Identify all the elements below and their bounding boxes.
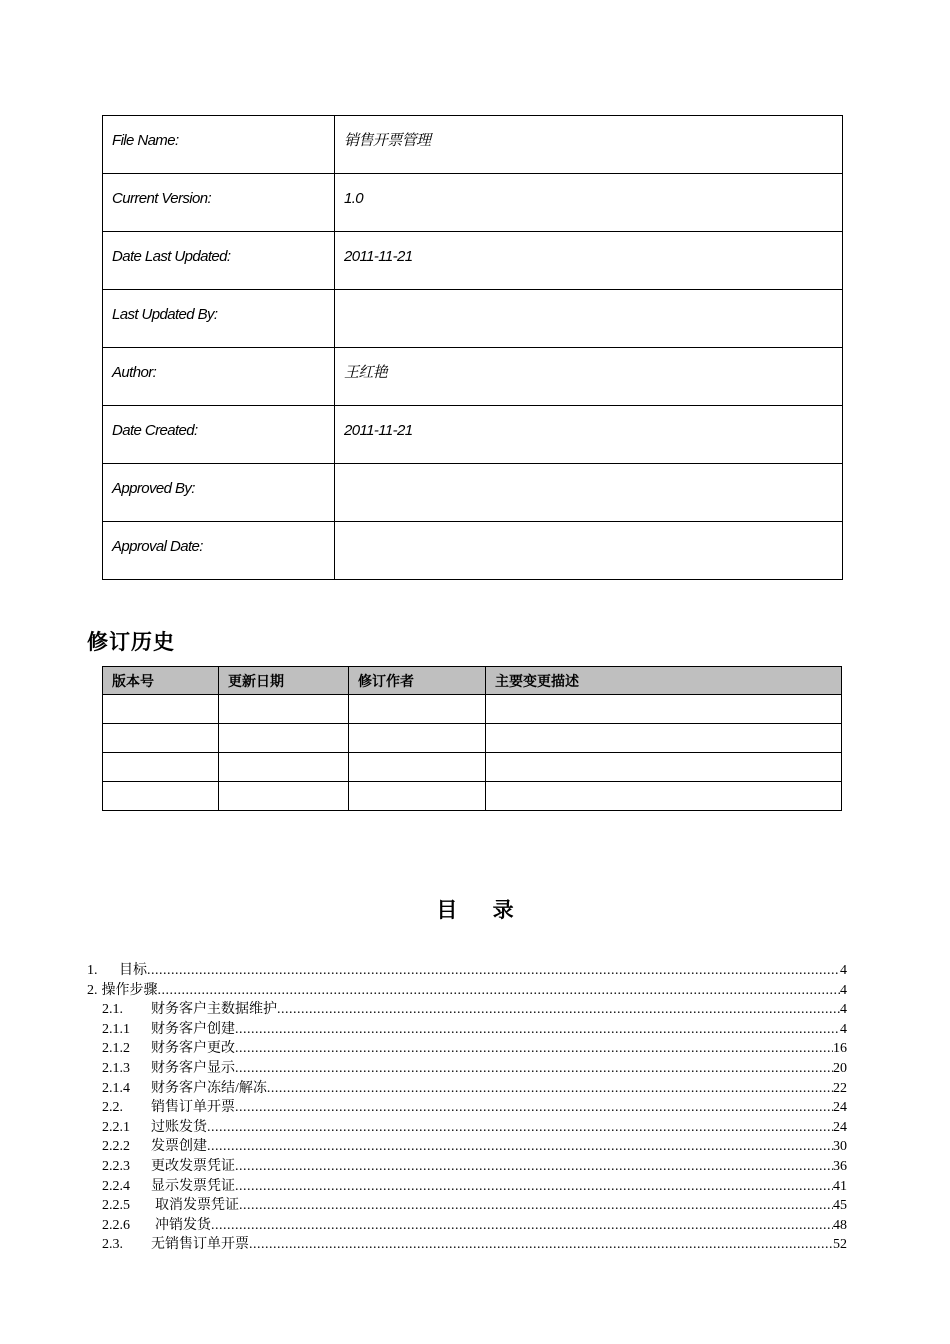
toc-entry-page: 30 <box>833 1139 847 1155</box>
toc-leader <box>235 1177 833 1197</box>
toc-leader <box>235 1098 833 1118</box>
toc-entry-number: 2.2.3 <box>102 1158 130 1174</box>
table-cell <box>486 695 842 724</box>
toc-leader <box>158 981 841 1001</box>
toc-entry[interactable] <box>87 1196 847 1216</box>
toc-entry[interactable] <box>87 1216 847 1236</box>
table-cell <box>219 782 349 811</box>
toc-entry[interactable] <box>87 1020 847 1040</box>
toc-entry[interactable] <box>87 1137 847 1157</box>
toc-entry-page: 22 <box>833 1080 847 1096</box>
toc-leader <box>277 1000 840 1020</box>
file-name-value: 销售开票管理 <box>335 116 843 174</box>
last-updated-by-label: Last Updated By: <box>103 290 335 348</box>
approval-date-value <box>335 522 843 580</box>
toc-entry-number: 1. <box>87 963 98 978</box>
toc-entry-page: 16 <box>833 1041 847 1057</box>
author-label: Author: <box>103 348 335 406</box>
toc-entry-text: 取消发票凭证 <box>155 1198 239 1214</box>
toc-entry-text: 财务客户显示 <box>151 1060 235 1076</box>
toc-entry-text: 操作步骤 <box>101 982 158 998</box>
toc-entry-page: 36 <box>833 1158 847 1174</box>
toc-leader <box>239 1196 833 1216</box>
toc-entry[interactable] <box>87 1079 847 1099</box>
toc-entry-number: 2.1.4 <box>102 1080 130 1096</box>
file-name-label: File Name: <box>103 116 335 174</box>
table-cell <box>103 695 219 724</box>
table-cell <box>103 753 219 782</box>
table-cell <box>486 782 842 811</box>
toc-leader <box>211 1216 833 1236</box>
toc-entry-page: 4 <box>840 1021 847 1037</box>
date-created-value: 2011-11-21 <box>335 406 843 464</box>
file-info-row <box>103 464 843 522</box>
toc-entry-page: 4 <box>840 963 847 978</box>
toc-entry[interactable] <box>87 1235 847 1255</box>
approved-by-value <box>335 464 843 522</box>
toc-entry-page: 45 <box>833 1198 847 1214</box>
revision-history-title: 修订历史 <box>87 630 175 654</box>
current-version-label: Current Version: <box>103 174 335 232</box>
toc-entry[interactable] <box>87 981 847 1001</box>
last-updated-by-value <box>335 290 843 348</box>
file-info-row <box>103 348 843 406</box>
toc-entry-text: 发票创建 <box>151 1139 207 1155</box>
toc-entry-page: 4 <box>840 1002 847 1018</box>
table-cell <box>349 724 486 753</box>
toc-title: 目 录 <box>436 897 528 922</box>
column-header-change-description: 主要变更描述 <box>486 667 842 695</box>
toc-leader <box>235 1157 833 1177</box>
toc-entry-number: 2.2.4 <box>102 1178 130 1194</box>
column-header-author: 修订作者 <box>349 667 486 695</box>
toc-leader <box>207 1137 833 1157</box>
revision-history-table <box>102 666 842 811</box>
table-cell <box>349 753 486 782</box>
date-last-updated-value: 2011-11-21 <box>335 232 843 290</box>
toc-entry-text: 显示发票凭证 <box>151 1178 235 1194</box>
toc-entry-page: 48 <box>833 1217 847 1233</box>
toc-entry-number: 2.3. <box>102 1237 123 1253</box>
toc-entry-text: 过账发货 <box>151 1119 207 1135</box>
toc-entry-text: 财务客户更改 <box>151 1041 235 1057</box>
column-header-update-date: 更新日期 <box>219 667 349 695</box>
table-cell <box>219 724 349 753</box>
toc-leader <box>235 1020 840 1040</box>
toc-entry-text: 财务客户冻结/解冻 <box>151 1080 267 1096</box>
file-info-row <box>103 522 843 580</box>
toc-leader <box>267 1079 833 1099</box>
toc-entry[interactable] <box>87 961 847 981</box>
toc-entry[interactable] <box>87 1059 847 1079</box>
table-cell <box>486 724 842 753</box>
table-cell <box>103 782 219 811</box>
table-cell <box>349 782 486 811</box>
current-version-value: 1.0 <box>335 174 843 232</box>
date-created-label: Date Created: <box>103 406 335 464</box>
toc-entry-number: 2.2.6 <box>102 1217 130 1233</box>
toc-entry-page: 24 <box>833 1100 847 1116</box>
toc-entry-page: 24 <box>833 1119 847 1135</box>
toc-entry[interactable] <box>87 1039 847 1059</box>
toc-entry[interactable] <box>87 1177 847 1197</box>
toc-entry-number: 2.1. <box>102 1002 123 1018</box>
toc-entry-page: 41 <box>833 1178 847 1194</box>
table-row <box>103 782 842 811</box>
toc-entry[interactable] <box>87 1157 847 1177</box>
toc-leader <box>249 1235 833 1255</box>
toc-entry-number: 2. <box>87 982 98 998</box>
toc-entry-text: 销售订单开票 <box>151 1100 235 1116</box>
file-info-row <box>103 290 843 348</box>
table-cell <box>219 753 349 782</box>
toc-entry-number: 2.2.2 <box>102 1139 130 1155</box>
date-last-updated-label: Date Last Updated: <box>103 232 335 290</box>
toc-entry-page: 20 <box>833 1060 847 1076</box>
toc-entry-number: 2.2. <box>102 1100 123 1116</box>
file-info-row <box>103 406 843 464</box>
toc-entry-number: 2.1.1 <box>102 1021 130 1037</box>
file-info-table <box>102 115 843 580</box>
toc-entry-text: 更改发票凭证 <box>151 1158 235 1174</box>
toc-leader <box>207 1118 833 1138</box>
revision-header-row <box>103 667 842 695</box>
approved-by-label: Approved By: <box>103 464 335 522</box>
toc-entry[interactable] <box>87 1098 847 1118</box>
toc-entry-text: 财务客户主数据维护 <box>151 1002 277 1018</box>
file-info-row <box>103 232 843 290</box>
toc-entry-number: 2.1.2 <box>102 1041 130 1057</box>
table-of-contents <box>87 961 847 1255</box>
table-cell <box>349 695 486 724</box>
toc-entry-text: 冲销发货 <box>155 1217 211 1233</box>
toc-entry-number: 2.1.3 <box>102 1060 130 1076</box>
toc-entry-number: 2.2.5 <box>102 1198 130 1214</box>
author-value: 王红艳 <box>335 348 843 406</box>
table-row <box>103 695 842 724</box>
approval-date-label: Approval Date: <box>103 522 335 580</box>
table-cell <box>103 724 219 753</box>
toc-entry[interactable] <box>87 1000 847 1020</box>
toc-entry-text: 财务客户创建 <box>151 1021 235 1037</box>
file-info-row <box>103 116 843 174</box>
toc-entry[interactable] <box>87 1118 847 1138</box>
toc-leader <box>147 961 840 981</box>
table-cell <box>486 753 842 782</box>
table-cell <box>219 695 349 724</box>
table-row <box>103 724 842 753</box>
toc-entry-page: 4 <box>840 982 847 998</box>
toc-entry-page: 52 <box>833 1237 847 1253</box>
column-header-version: 版本号 <box>103 667 219 695</box>
table-row <box>103 753 842 782</box>
toc-entry-text: 无销售订单开票 <box>151 1237 249 1253</box>
toc-leader <box>235 1059 833 1079</box>
toc-leader <box>235 1039 833 1059</box>
file-info-row <box>103 174 843 232</box>
toc-entry-text: 目标 <box>119 963 147 978</box>
toc-entry-number: 2.2.1 <box>102 1119 130 1135</box>
